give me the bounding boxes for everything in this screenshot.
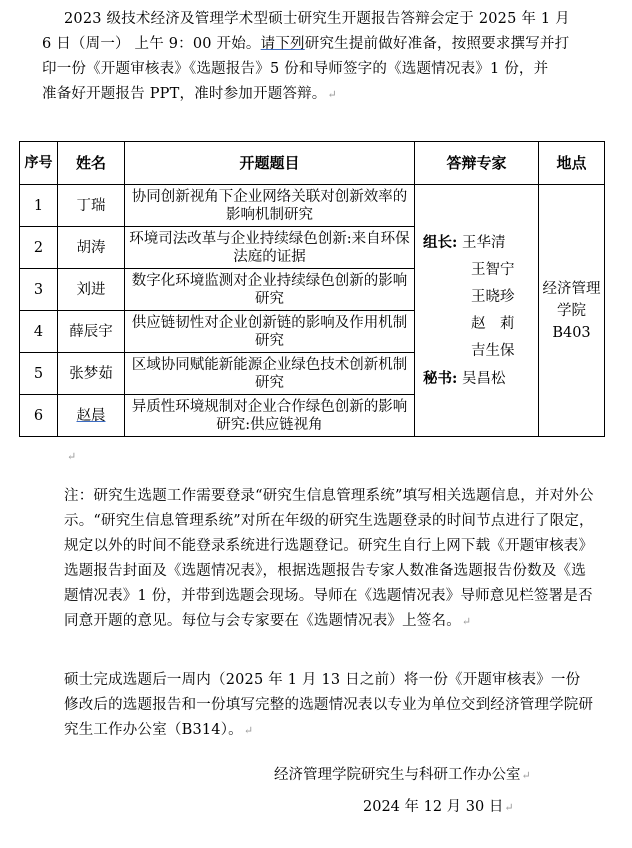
location-cell: 经济管理学院 B403 [539, 185, 605, 437]
paragraph-mark-icon: ↵ [461, 615, 472, 628]
header-experts: 答辩专家 [415, 142, 539, 185]
row-name: 胡涛 [58, 227, 125, 269]
row-no: 1 [20, 185, 58, 227]
signature-org: 经济管理学院研究生与科研工作办公室↵ [274, 767, 531, 783]
row-topic: 数字化环境监测对企业持续绿色创新的影响研究 [125, 269, 415, 311]
expert-member: 赵 莉 [471, 315, 515, 332]
table-header-row [20, 142, 605, 185]
intro-line-2: 6 日（周一） 上午 9：00 开始。请下列研究生提前做好准备，按照要求撰写并打 [42, 36, 570, 52]
row-name: 张梦茹 [58, 353, 125, 395]
paragraph-mark-icon: ↵ [67, 450, 77, 463]
expert-panel-cell [415, 185, 539, 437]
intro-line-4: 准备好开题报告 PPT，准时参加开题答辩。↵ [42, 86, 337, 102]
expert-member: 王智宁 [471, 261, 515, 278]
row-name: 赵晨 [58, 395, 125, 437]
note-text: 注：研究生选题工作需要登录“研究生信息管理系统”填写相关选题信息，并对外公示。“研究生信息管理系统”对所在年级的研究生选题登录的时间节点进行了限定，规定以外的时间不能登录系统进行选题登记。研究生自行上网下载《开题审核表》选题报告封面及《选题情况表》，根据选题报告专家人数准备选题报告份数及《选题情况表》1 份，并带到选题会现场。导师在《选题情况表》导师意见栏签署是否同意开题的意见。每位与会专家要在《选题情况表》上签名。↵ [64, 488, 594, 629]
expert-member: 王晓珍 [471, 288, 515, 305]
row-no: 5 [20, 353, 58, 395]
note-paragraph [64, 484, 594, 634]
row-name: 薛辰宇 [58, 311, 125, 353]
row-topic: 区域协同赋能新能源企业绿色技术创新机制研究 [125, 353, 415, 395]
signature-date: 2024 年 12 月 30 日↵ [363, 799, 514, 815]
row-name: 丁瑞 [58, 185, 125, 227]
row-topic: 供应链韧性对企业创新链的影响及作用机制研究 [125, 311, 415, 353]
row-no: 2 [20, 227, 58, 269]
intro-line-1: 2023 级技术经济及管理学术型硕士研究生开题报告答辩会定于 2025 年 1 月 [64, 11, 570, 27]
header-topic: 开题题目 [125, 142, 415, 185]
row-name: 刘进 [58, 269, 125, 311]
header-location: 地点 [539, 142, 605, 185]
row-no: 3 [20, 269, 58, 311]
expert-secretary: 秘书: 吴昌松 [423, 369, 506, 387]
paragraph-mark-icon: ↵ [504, 801, 514, 814]
intro-line-3: 印一份《开题审核表》《选题报告》5 份和导师签字的《选题情况表》1 份，并 [42, 61, 549, 77]
row-topic: 协同创新视角下企业网络关联对创新效率的影响机制研究 [125, 185, 415, 227]
submission-text: 硕士完成选题后一周内（2025 年 1 月 13 日之前）将一份《开题审核表》一份修改后的选题报告和一份填写完整的选题情况表以专业为单位交到经济管理学院研究生工作办公室（B314）。↵ [64, 672, 594, 738]
header-no: 序号 [20, 142, 58, 185]
intro-underlined-text: 请下列 [260, 36, 305, 52]
expert-leader: 组长: 王华清 [423, 233, 506, 251]
intro-paragraph [42, 7, 599, 107]
table-row [20, 185, 605, 227]
row-topic: 异质性环境规制对企业合作绿色创新的影响研究:供应链视角 [125, 395, 415, 437]
paragraph-mark-icon: ↵ [327, 88, 337, 101]
row-no: 6 [20, 395, 58, 437]
submission-paragraph [64, 668, 594, 743]
header-name: 姓名 [58, 142, 125, 185]
row-no: 4 [20, 311, 58, 353]
paragraph-mark-icon: ↵ [521, 769, 531, 782]
row-topic: 环境司法改革与企业持续绿色创新:来自环保法庭的证据 [125, 227, 415, 269]
defense-schedule-table [19, 141, 605, 437]
paragraph-mark-icon: ↵ [243, 724, 254, 737]
expert-member: 吉生保 [471, 342, 515, 359]
